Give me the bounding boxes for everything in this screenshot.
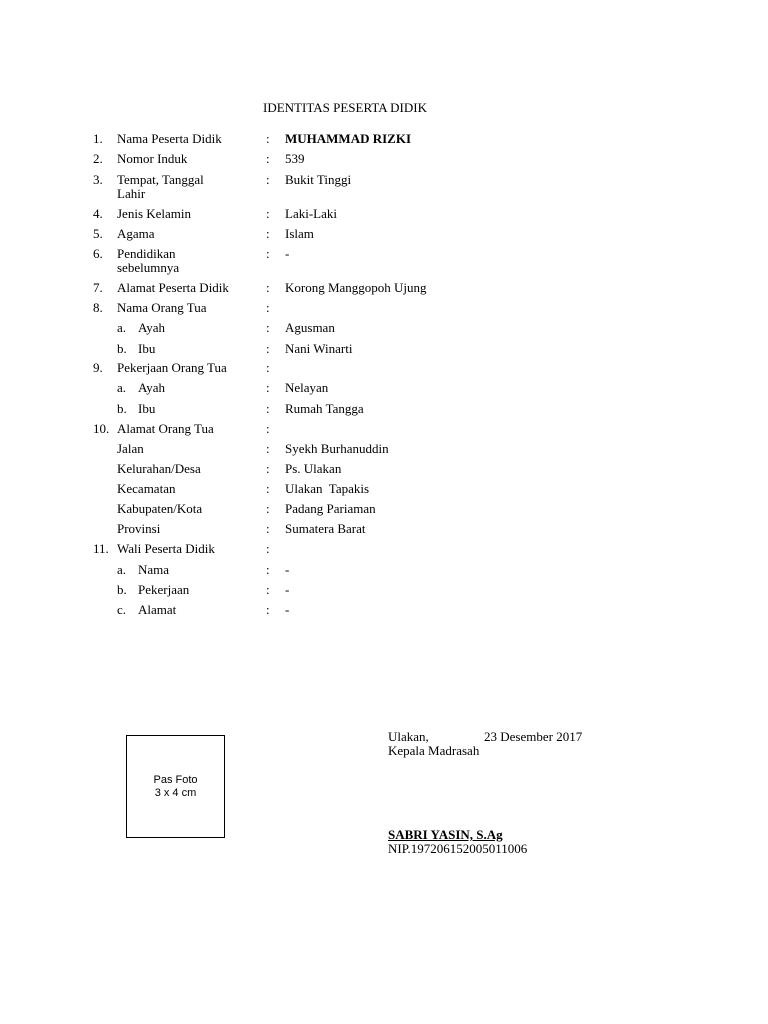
row-colon: :	[266, 151, 270, 166]
row-value: -	[285, 602, 290, 617]
row-letter: c.	[117, 602, 127, 617]
row-value: Syekh Burhanuddin	[285, 441, 389, 456]
row-label: Nomor Induk	[117, 151, 188, 166]
row-colon: :	[266, 562, 270, 577]
row-letter: b.	[117, 401, 127, 416]
row-colon: :	[266, 341, 270, 356]
row-label: Alamat Peserta Didik	[117, 280, 229, 295]
row-colon: :	[266, 602, 270, 617]
row-label: Ibu	[138, 341, 156, 356]
row-colon: :	[266, 421, 270, 436]
row-number: 2.	[93, 151, 103, 166]
signature-nip: NIP.197206152005011006	[388, 841, 528, 856]
row-label: Agama	[117, 226, 155, 241]
row-colon: :	[266, 320, 270, 335]
row-label: Kabupaten/Kota	[117, 501, 203, 516]
row-label: Wali Peserta Didik	[117, 541, 215, 556]
photo-size: 3 x 4 cm	[154, 787, 197, 799]
row-colon: :	[266, 401, 270, 416]
row-colon: :	[266, 246, 270, 261]
row-label: Ibu	[138, 401, 156, 416]
row-value: Nani Winarti	[285, 341, 353, 356]
row-label: Pendidikan sebelumnya	[117, 246, 180, 275]
row-letter: a.	[117, 320, 127, 335]
row-label: Pekerjaan	[138, 582, 190, 597]
row-value: Ulakan Tapakis	[285, 481, 370, 496]
row-value: Bukit Tinggi	[285, 172, 352, 187]
row-colon: :	[266, 226, 270, 241]
row-value: -	[285, 246, 290, 261]
row-label: Ayah	[138, 320, 165, 335]
row-value: Rumah Tangga	[285, 401, 364, 416]
row-value: Laki-Laki	[285, 206, 337, 221]
photo-label: Pas Foto	[153, 774, 198, 786]
row-colon: :	[266, 380, 270, 395]
row-letter: b.	[117, 341, 127, 356]
row-label: Pekerjaan Orang Tua	[117, 360, 227, 375]
row-number: 8.	[93, 300, 103, 315]
row-letter: a.	[117, 562, 127, 577]
row-colon: :	[266, 280, 270, 295]
row-colon: :	[266, 300, 270, 315]
row-label: Jenis Kelamin	[117, 206, 192, 221]
row-number: 1.	[93, 131, 103, 146]
row-colon: :	[266, 131, 270, 146]
row-letter: b.	[117, 582, 127, 597]
row-label: Jalan	[117, 441, 144, 456]
row-number: 3.	[93, 172, 103, 187]
row-value: Agusman	[285, 320, 335, 335]
row-number: 6.	[93, 246, 103, 261]
row-colon: :	[266, 582, 270, 597]
row-label: Nama Peserta Didik	[117, 131, 222, 146]
row-colon: :	[266, 172, 270, 187]
row-value: MUHAMMAD RIZKI	[285, 131, 412, 146]
row-value: Korong Manggopoh Ujung	[285, 280, 427, 295]
row-colon: :	[266, 541, 270, 556]
row-number: 4.	[93, 206, 103, 221]
row-value: Padang Pariaman	[285, 501, 376, 516]
row-value: 539	[285, 151, 305, 166]
row-label: Kecamatan	[117, 481, 176, 496]
signature-date: 23 Desember 2017	[484, 729, 583, 744]
row-colon: :	[266, 206, 270, 221]
row-value: Nelayan	[285, 380, 329, 395]
row-label: Ayah	[138, 380, 165, 395]
photo-placeholder	[126, 735, 225, 838]
row-colon: :	[266, 441, 270, 456]
row-value: -	[285, 562, 290, 577]
row-number: 11.	[93, 541, 109, 556]
row-number: 9.	[93, 360, 103, 375]
signature-position: Kepala Madrasah	[388, 743, 480, 758]
row-number: 7.	[93, 280, 103, 295]
row-label: Nama	[138, 562, 170, 577]
row-value: -	[285, 582, 290, 597]
row-number: 5.	[93, 226, 103, 241]
row-label: Nama Orang Tua	[117, 300, 207, 315]
document-title: IDENTITAS PESERTA DIDIK	[263, 100, 427, 115]
row-colon: :	[266, 461, 270, 476]
row-colon: :	[266, 481, 270, 496]
signature-name: SABRI YASIN, S.Ag	[388, 827, 503, 842]
row-value: Sumatera Barat	[285, 521, 366, 536]
row-label: Alamat Orang Tua	[117, 421, 214, 436]
row-value: Ps. Ulakan	[285, 461, 342, 476]
row-label: Alamat	[138, 602, 177, 617]
row-label: Provinsi	[117, 521, 161, 536]
row-letter: a.	[117, 380, 127, 395]
row-colon: :	[266, 501, 270, 516]
row-label: Tempat, Tanggal Lahir	[117, 172, 204, 201]
row-number: 10.	[93, 421, 110, 436]
signature-place: Ulakan,	[388, 729, 429, 744]
row-label: Kelurahan/Desa	[117, 461, 201, 476]
row-colon: :	[266, 521, 270, 536]
row-value: Islam	[285, 226, 314, 241]
row-colon: :	[266, 360, 270, 375]
